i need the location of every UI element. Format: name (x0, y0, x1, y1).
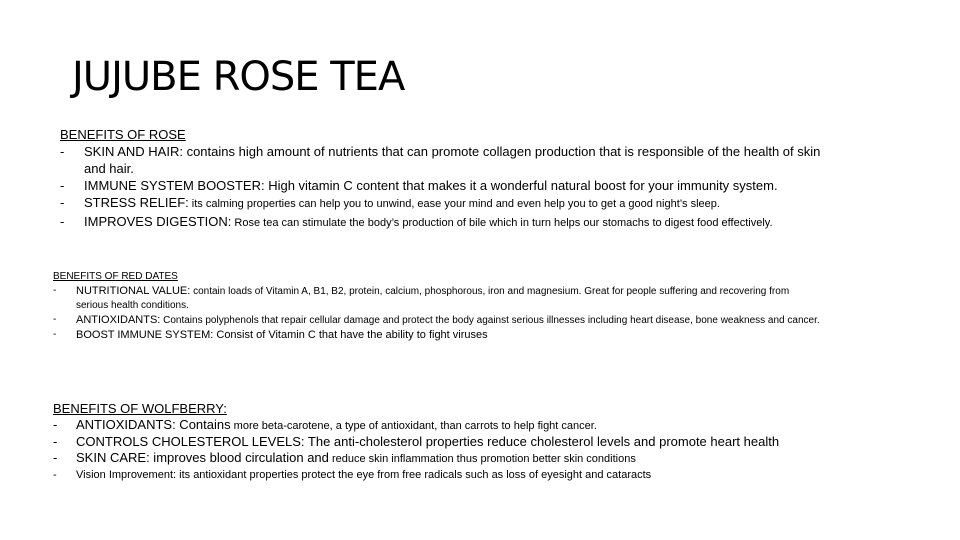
list-item: - Vision Improvement: its antioxidant properties protect the eye from free radicals such as loss of eyesight and cataracts (53, 469, 652, 481)
item-label: SKIN AND HAIR: (84, 144, 183, 159)
item-label: NUTRITIONAL VALUE: (76, 285, 191, 297)
list-item: - CONTROLS CHOLESTEROL LEVELS: The anti-cholesterol properties reduce cholesterol levels and promote heart health (53, 434, 780, 449)
page-title: JUJUBE ROSE TEA (72, 54, 405, 100)
red-dates-section (53, 270, 823, 343)
list-item: - BOOST IMMUNE SYSTEM: Consist of Vitamin C that have the ability to fight viruses (53, 329, 488, 341)
item-text: Consist of Vitamin C that have the ability to fight viruses (213, 329, 488, 341)
item-text: its antioxidant properties protect the eye from free radicals such as loss of eyesight and cataracts (176, 469, 652, 481)
item-text: improves blood circulation and (149, 450, 329, 465)
item-label: BOOST IMMUNE SYSTEM: (76, 329, 214, 341)
item-label: IMPROVES DIGESTION: (84, 214, 232, 229)
list-item: - ANTIOXIDANTS: Contains polyphenols that repair cellular damage and protect the body against serious illnesses including heart disease, bone weakness and cancer. (53, 314, 820, 326)
item-label: CONTROLS CHOLESTEROL LEVELS: (76, 434, 305, 449)
item-label: ANTIOXIDANTS: (76, 314, 161, 326)
list-item: - SKIN CARE: improves blood circulation and reduce skin inflammation thus promotion better skin conditions (53, 450, 636, 465)
item-text: contain loads of Vitamin A, B1, B2, protein, calcium, phosphorous, iron and magnesium. Great for people suffering and recovering from serious health conditions. (76, 286, 790, 311)
item-label: STRESS RELIEF: (84, 195, 189, 210)
item-label: ANTIOXIDANTS: (76, 417, 176, 432)
rose-section (60, 126, 840, 232)
list-item: - IMPROVES DIGESTION: Rose tea can stimulate the body’s production of bile which in turn helps our stomachs to digest food effectively. (60, 214, 773, 229)
item-label: Vision Improvement: (76, 469, 177, 481)
wolfberry-section (53, 401, 843, 483)
list-item: - ANTIOXIDANTS: Contains more beta-carotene, a type of antioxidant, than carrots to help fight cancer. (53, 417, 597, 432)
red-dates-heading: BENEFITS OF RED DATES (53, 271, 178, 282)
item-label: SKIN CARE: (76, 450, 150, 465)
item-text: contains high amount of nutrients that can promote collagen production that is responsible of the health of skin and hair. (84, 144, 821, 176)
list-item: - NUTRITIONAL VALUE: contain loads of Vitamin A, B1, B2, protein, calcium, phosphorous, iron and magnesium. Great for people suffering and recovering from serious health conditions. (53, 285, 790, 311)
list-item: - IMMUNE SYSTEM BOOSTER: High vitamin C content that makes it a wonderful natural boost for your immunity system. (60, 178, 778, 193)
wolfberry-heading: BENEFITS OF WOLFBERRY: (53, 401, 227, 416)
item-text-continued: more beta-carotene, a type of antioxidant, than carrots to help fight cancer. (230, 420, 597, 432)
item-text: Contains polyphenols that repair cellular damage and protect the body against serious illnesses including heart disease, bone weakness and cancer. (160, 315, 820, 326)
list-item: - SKIN AND HAIR: contains high amount of nutrients that can promote collagen production that is responsible of the health of skin and hair. (60, 144, 821, 176)
item-text: High vitamin C content that makes it a wonderful natural boost for your immunity system. (264, 178, 778, 193)
rose-heading: BENEFITS OF ROSE (60, 127, 186, 142)
list-item: - STRESS RELIEF: its calming properties can help you to unwind, ease your mind and even help you to get a good night’s sleep. (60, 195, 720, 210)
item-text-continued: reduce skin inflammation thus promotion better skin conditions (328, 453, 636, 465)
item-text: The anti-cholesterol properties reduce cholesterol levels and promote heart health (304, 434, 780, 449)
item-label: IMMUNE SYSTEM BOOSTER: (84, 178, 265, 193)
item-text: Contains (175, 417, 231, 432)
item-text: Rose tea can stimulate the body’s production of bile which in turn helps our stomachs to digest food effectively. (231, 217, 773, 229)
item-text: its calming properties can help you to unwind, ease your mind and even help you to get a good night’s sleep. (188, 198, 720, 210)
